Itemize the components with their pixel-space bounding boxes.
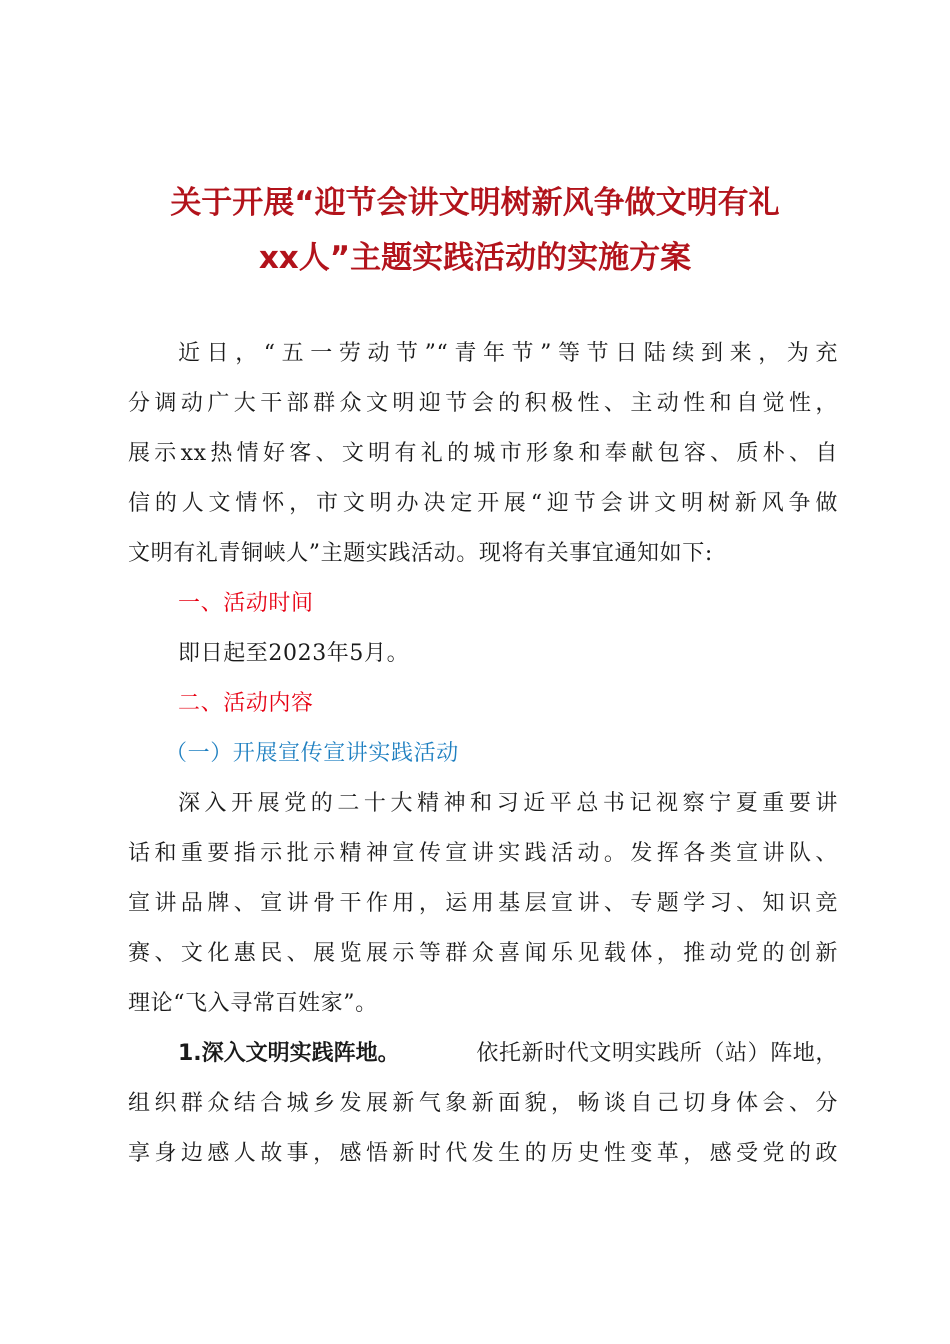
paragraph-line: 理论“飞入寻常百姓家”。	[128, 991, 378, 1016]
document-title-line-2: xx人”主题实践活动的实施方案	[258, 240, 692, 276]
section-heading-time: 一、活动时间	[178, 591, 314, 616]
section-time-text: 即日起至2023年5月。	[178, 641, 410, 666]
paragraph-line: 话和重要指示批示精神宣传宣讲实践活动。发挥各类宣讲队、	[128, 841, 838, 866]
intro-line: 展示xx热情好客、文明有礼的城市形象和奉献包容、质朴、自	[128, 441, 838, 466]
document-title-line-1: 关于开展“迎节会讲文明树新风争做文明有礼	[170, 185, 780, 221]
intro-line: 分调动广大干部群众文明迎节会的积极性、主动性和自觉性，	[128, 391, 838, 416]
intro-line: 信的人文情怀，市文明办决定开展“迎节会讲文明树新风争做	[128, 491, 838, 516]
paragraph-line: 享身边感人故事，感悟新时代发生的历史性变革，感受党的政	[128, 1141, 838, 1166]
paragraph-line: 组织群众结合城乡发展新气象新面貌，畅谈自己切身体会、分	[128, 1091, 838, 1116]
subsection-heading: （一）开展宣传宣讲实践活动	[165, 741, 459, 766]
paragraph-line: 深入开展党的二十大精神和习近平总书记视察宁夏重要讲	[178, 791, 838, 816]
item-1-lead: 依托新时代文明实践所（站）阵地，	[476, 1041, 838, 1066]
paragraph-line: 赛、文化惠民、展览展示等群众喜闻乐见载体，推动党的创新	[128, 941, 838, 966]
intro-line: 近日，“五一劳动节”“青年节”等节日陆续到来，为充	[178, 341, 838, 366]
section-heading-content: 二、活动内容	[178, 691, 314, 716]
intro-line: 文明有礼青铜峡人”主题实践活动。现将有关事宜通知如下:	[128, 541, 713, 566]
paragraph-line: 宣讲品牌、宣讲骨干作用，运用基层宣讲、专题学习、知识竞	[128, 891, 838, 916]
item-1-line	[178, 1038, 838, 1070]
item-1-label: 1.深入文明实践阵地。	[178, 1041, 400, 1066]
